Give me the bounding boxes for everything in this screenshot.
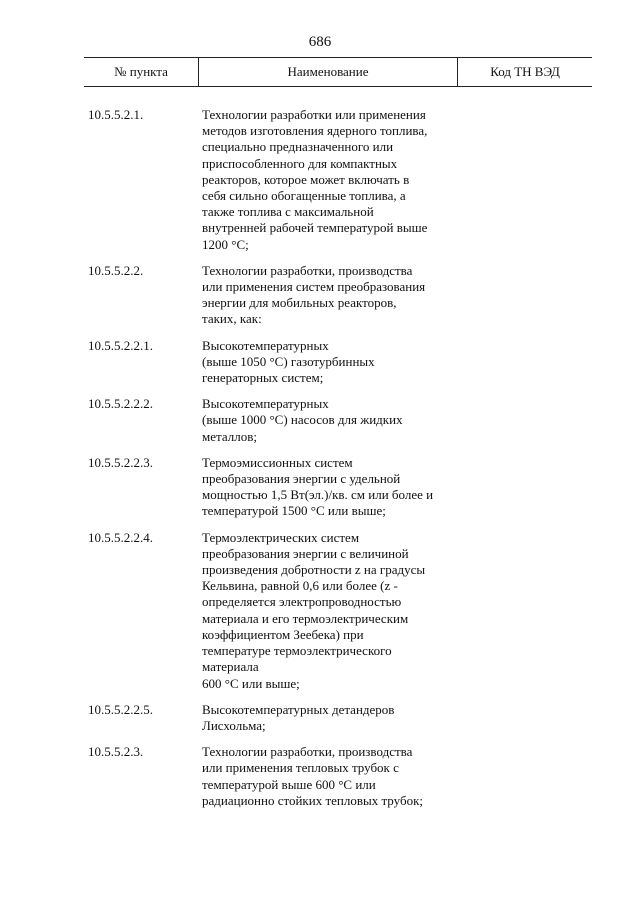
row-text: Технологии разработки, производства или применения тепловых трубок с температурой выше 600 °С или радиационно стойких тепловых трубок; bbox=[202, 744, 424, 808]
row-text: Технологии разработки или применения методов изготовления ядерного топлива, специально предназначенного или приспособленного для компактных реакторов, которое может включать в себя сильно обогащенные топлива, а также топлива с максимальной внутренней рабочей температурой выше 1200 °С; bbox=[202, 107, 428, 252]
row-text: Высокотемпературных детандеров Лисхольма; bbox=[202, 701, 395, 733]
table-header bbox=[84, 57, 592, 87]
table-row bbox=[88, 263, 588, 328]
row-number: 10.5.5.2.2.4. bbox=[88, 529, 153, 545]
row-number: 10.5.5.2.2. bbox=[88, 262, 144, 278]
table-row bbox=[88, 455, 588, 520]
table-row bbox=[88, 338, 588, 387]
row-text: Термоэлектрических систем преобразования энергии с величиной произведения добротности z на градусы Кельвина, равной 0,6 или более (z - определяется электропроводностью материала и его термоэлектрическим коэффициентом Зеебека) при температуре термоэлектрического материала 600 °С или выше; bbox=[202, 529, 426, 691]
table-row bbox=[88, 702, 588, 734]
row-text: Технологии разработки, производства или применения систем преобразования энергии для мобильных реакторов, таких, как: bbox=[202, 262, 426, 327]
row-text: Термоэмиссионных систем преобразования энергии с удельной мощностью 1,5 Вт(эл.)/кв. см или более и температурой 1500 °С или выше; bbox=[202, 454, 434, 519]
page-number: 686 bbox=[308, 34, 332, 50]
row-number: 10.5.5.2.2.1. bbox=[88, 337, 153, 353]
row-text: Высокотемпературных (выше 1000 °С) насосов для жидких металлов; bbox=[202, 396, 403, 444]
column-header-number: № пункта bbox=[84, 58, 199, 86]
table-body bbox=[88, 107, 588, 819]
table-row bbox=[88, 107, 588, 253]
table-row bbox=[88, 530, 588, 692]
row-number: 10.5.5.2.2.3. bbox=[88, 454, 153, 470]
row-text: Высокотемпературных (выше 1050 °С) газотурбинных генераторных систем; bbox=[202, 337, 375, 386]
row-number: 10.5.5.2.3. bbox=[88, 744, 144, 760]
row-number: 10.5.5.2.2.5. bbox=[88, 701, 153, 717]
row-number: 10.5.5.2.1. bbox=[88, 107, 144, 122]
row-number: 10.5.5.2.2.2. bbox=[88, 396, 153, 412]
table-row bbox=[88, 744, 588, 809]
table-row bbox=[88, 396, 588, 445]
column-header-code: Код ТН ВЭД bbox=[490, 64, 560, 79]
column-header-name: Наименование bbox=[199, 58, 458, 86]
